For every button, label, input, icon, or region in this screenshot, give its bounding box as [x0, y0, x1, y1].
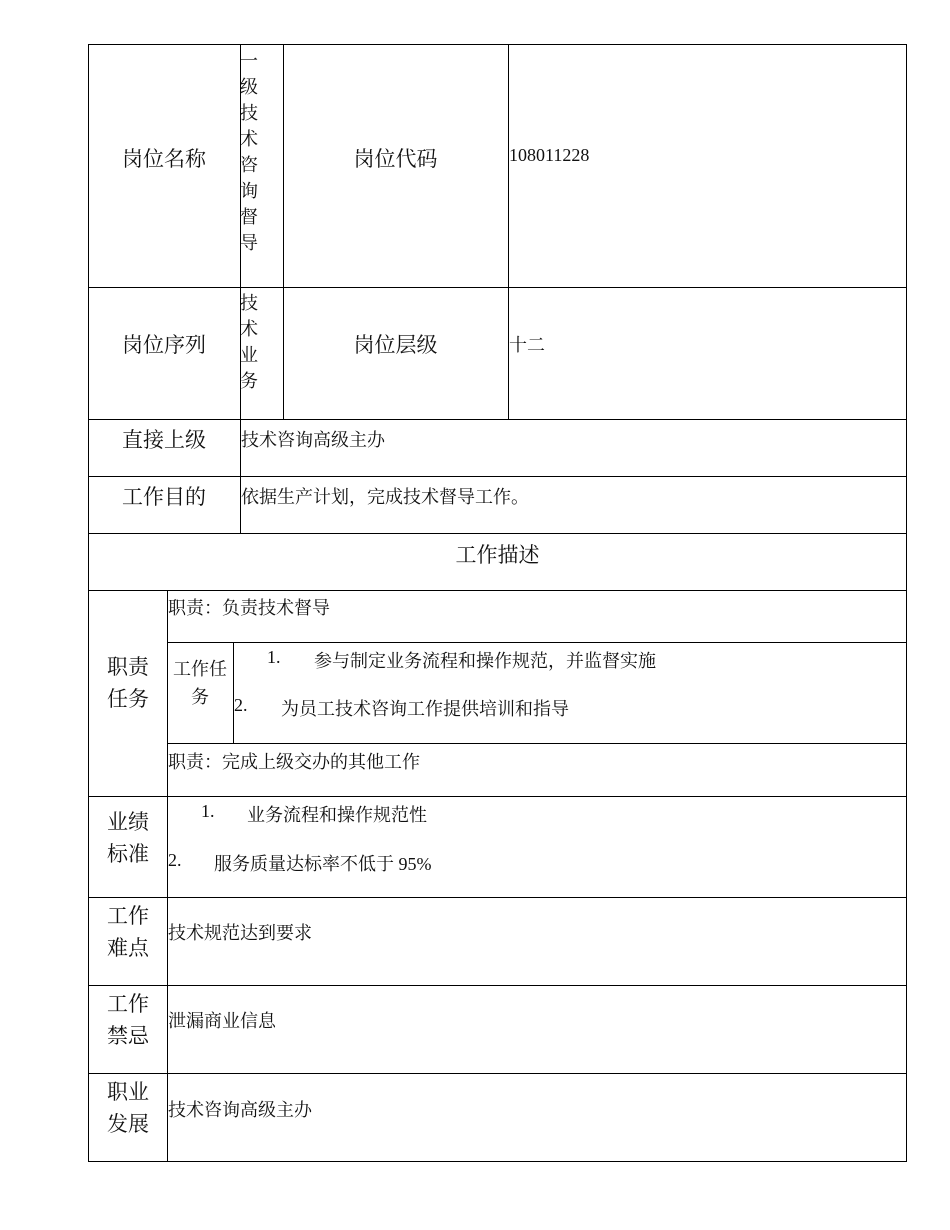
- duty-2: 职责：完成上级交办的其他工作: [168, 752, 420, 772]
- performance-2: 服务质量达标率不低于 95%: [214, 854, 432, 874]
- row-divider: [88, 1073, 907, 1074]
- row-divider: [88, 419, 907, 420]
- row-divider: [88, 796, 907, 797]
- row-divider: [88, 985, 907, 986]
- task-1-number: 1.: [267, 647, 281, 667]
- row-divider: [88, 476, 907, 477]
- task-1: 参与制定业务流程和操作规范，并监督实施: [314, 651, 656, 671]
- post-code-value: 108011228: [509, 145, 590, 165]
- difficulty-label: 工作难点: [107, 904, 149, 960]
- superior-value: 技术咨询高级主办: [241, 430, 385, 450]
- post-code-label: 岗位代码: [353, 147, 438, 171]
- task-2: 为员工技术咨询工作提供培训和指导: [281, 699, 569, 719]
- row-divider: [88, 590, 907, 591]
- post-series-label: 岗位序列: [122, 333, 206, 357]
- column-divider: [508, 44, 509, 419]
- tasks-label: 工作任务: [173, 659, 227, 707]
- row-divider: [88, 533, 907, 534]
- performance-2-number: 2.: [168, 850, 182, 870]
- row-divider: [167, 743, 907, 744]
- post-level-value: 十二: [509, 335, 545, 355]
- purpose-label: 工作目的: [122, 485, 206, 509]
- row-divider: [167, 642, 907, 643]
- row-divider: [88, 897, 907, 898]
- duty-1: 职责：负责技术督导: [168, 598, 330, 618]
- column-divider: [283, 44, 284, 419]
- performance-1: 业务流程和操作规范性: [247, 805, 427, 825]
- post-name-label: 岗位名称: [122, 147, 206, 171]
- performance-label: 业绩标准: [107, 810, 149, 866]
- work-description-title: 工作描述: [455, 543, 540, 567]
- superior-label: 直接上级: [122, 428, 206, 452]
- difficulty-value: 技术规范达到要求: [168, 923, 312, 943]
- career-label: 职业发展: [107, 1080, 149, 1136]
- purpose-value: 依据生产计划，完成技术督导工作。: [241, 487, 529, 507]
- taboo-value: 泄漏商业信息: [168, 1011, 276, 1031]
- column-divider: [233, 642, 234, 743]
- row-divider: [88, 287, 907, 288]
- post-level-label: 岗位层级: [353, 333, 438, 357]
- post-series-value: 技术业务: [240, 293, 258, 391]
- task-2-number: 2.: [234, 695, 248, 715]
- post-name-value: 一级技术咨询督导: [240, 51, 258, 253]
- duties-label: 职责任务: [107, 655, 149, 711]
- career-value: 技术咨询高级主办: [168, 1100, 312, 1120]
- performance-1-number: 1.: [201, 801, 215, 821]
- taboo-label: 工作禁忌: [107, 992, 149, 1048]
